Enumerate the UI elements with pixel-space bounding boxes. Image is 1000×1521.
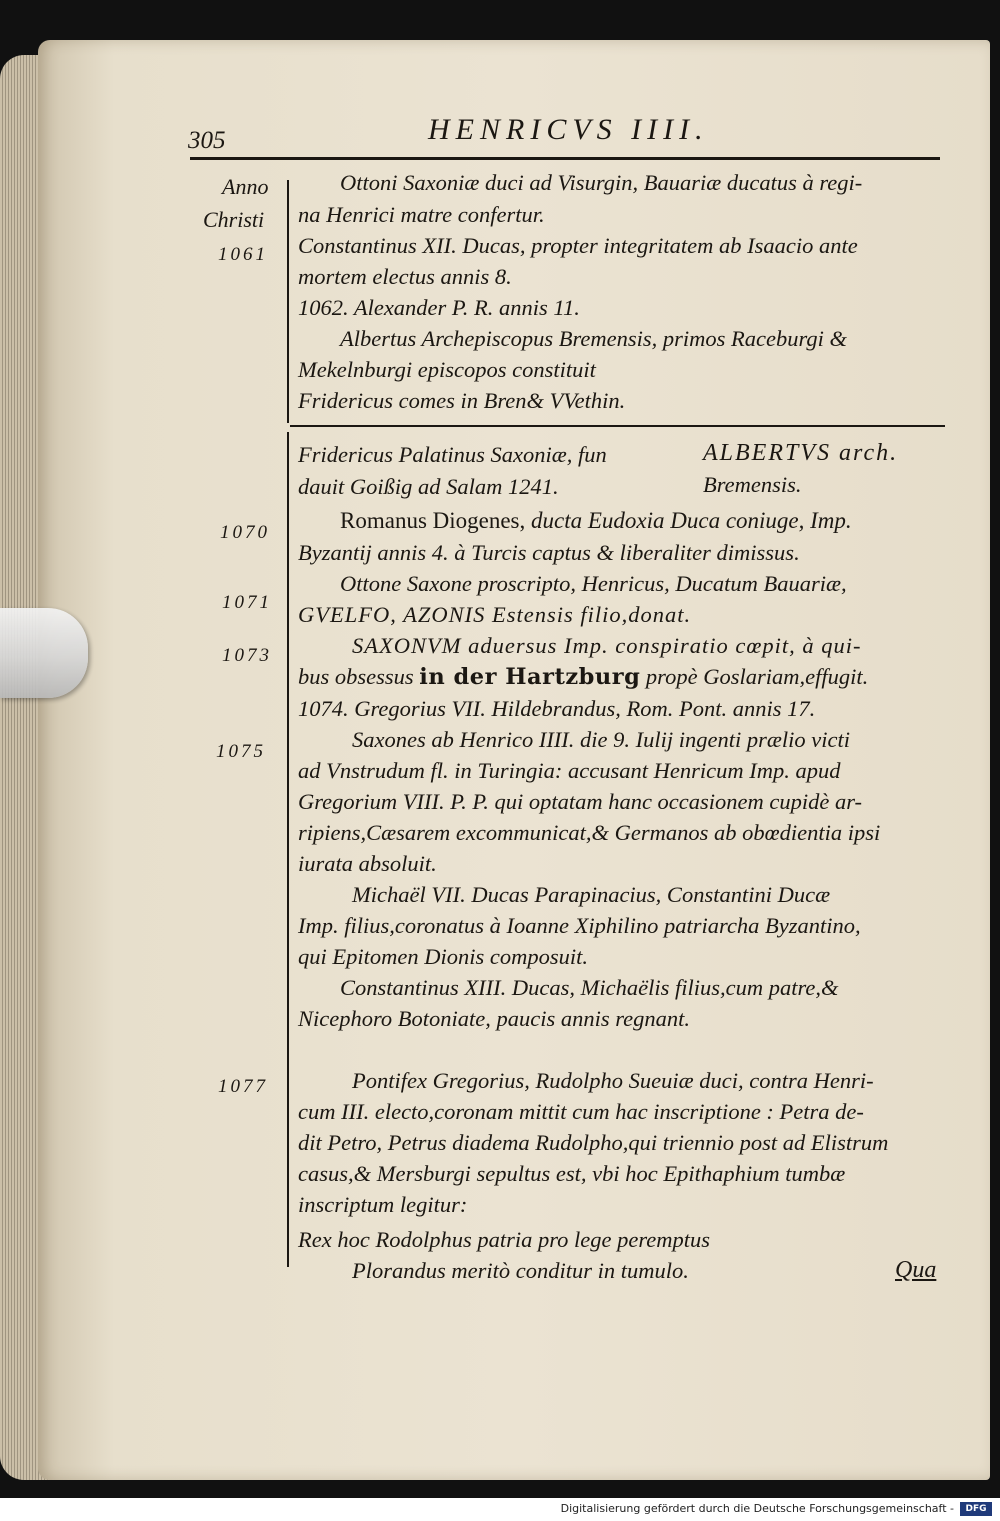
text-line: Albertus Archepiscopus Bremensis, primos Raceburgi & [340, 326, 848, 351]
dfg-logo-icon: DFG [960, 1502, 992, 1516]
text-line: mortem electus annis 8. [298, 264, 512, 289]
margin-anno: Anno [222, 174, 269, 199]
roman-name: Romanus Diogenes, [340, 508, 526, 533]
year-marker: 1077 [218, 1076, 268, 1097]
year-marker: 1070 [220, 522, 270, 543]
text-span: ducta Eudoxia Duca coniuge, Imp. [525, 508, 852, 533]
text-line: cum III. electo,coronam mittit cum hac inscriptione : Petra de- [298, 1099, 864, 1124]
text-line: iurata absoluit. [298, 851, 437, 876]
text-line: Ottone Saxone proscripto, Henricus, Ducatum Bauariæ, [340, 571, 847, 596]
footer-credit: Digitalisierung gefördert durch die Deutsche Forschungsgemeinschaft - [560, 1502, 954, 1515]
year-marker: 1075 [216, 741, 266, 762]
verse-line: Plorandus meritò conditur in tumulo. [352, 1258, 689, 1283]
text-line: Fridericus Palatinus Saxoniæ, fun [298, 442, 607, 467]
margin-christi: Christi [203, 207, 265, 232]
running-title: HENRICVS IIII. [428, 113, 709, 146]
text-line: GVELFO, AZONIS Estensis filio,donat. [298, 602, 692, 627]
text-line: na Henrici matre confertur. [298, 202, 545, 227]
year-marker: 1071 [222, 592, 272, 613]
text-line: Byzantij annis 4. à Turcis captus & liberaliter dimissus. [298, 540, 800, 565]
text-line: casus,& Mersburgi sepultus est, vbi hoc Epithaphium tumbæ [298, 1161, 846, 1186]
text-line: Pontifex Gregorius, Rudolpho Sueuiæ duci, contra Henri- [352, 1068, 874, 1093]
section-rule [290, 425, 945, 427]
column-divider [287, 180, 289, 423]
text-line: Fridericus comes in Bren& VVethin. [298, 388, 626, 413]
text-line: 1074. Gregorius VII. Hildebrandus, Rom. Pont. annis 17. [298, 696, 816, 721]
text-line: Nicephoro Botoniate, paucis annis regnant. [298, 1006, 691, 1031]
text-line: Saxones ab Henrico IIII. die 9. Iulij ingenti prælio victi [352, 727, 851, 752]
year-marker: 1061 [218, 244, 268, 265]
text-line [340, 508, 852, 534]
text-span: bus obsessus [298, 664, 420, 689]
footer-bar [0, 1498, 1000, 1521]
text-line: Constantinus XII. Ducas, propter integritatem ab Isaacio ante [298, 233, 858, 258]
text-line: ad Vnstrudum fl. in Turingia: accusant Henricum Imp. apud [298, 758, 841, 783]
column-divider [287, 432, 289, 1267]
catchword: Qua [895, 1257, 937, 1283]
text-line: Michaël VII. Ducas Parapinacius, Constantini Ducæ [352, 882, 831, 907]
text-line [298, 664, 868, 690]
header-rule [190, 157, 940, 160]
text-line: Ottoni Saxoniæ duci ad Visurgin, Bauariæ ducatus à regi- [340, 170, 863, 195]
text-line: Gregorium VIII. P. P. qui optatam hanc occasionem cupidè ar- [298, 789, 863, 814]
text-line: ALBERTVS arch. [703, 440, 899, 466]
text-span: propè Goslariam,effugit. [640, 664, 869, 689]
text-line: inscriptum legitur: [298, 1192, 468, 1217]
page-clip [0, 608, 88, 698]
text-line: dit Petro, Petrus diadema Rudolpho,qui triennio post ad Elistrum [298, 1130, 889, 1155]
text-line: ripiens,Cæsarem excommunicat,& Germanos ab obœdientia ipsi [298, 820, 881, 845]
text-line: 1062. Alexander P. R. annis 11. [298, 295, 580, 320]
year-marker: 1073 [222, 645, 272, 666]
text-line: qui Epitomen Dionis composuit. [298, 944, 588, 969]
text-line: dauit Goißig ad Salam 1241. [298, 474, 559, 499]
text-line: Bremensis. [703, 472, 802, 497]
text-line: SAXONVM aduersus Imp. conspiratio cœpit, à qui- [352, 633, 862, 658]
verse-line: Rex hoc Rodolphus patria pro lege peremptus [298, 1227, 711, 1252]
blackletter-text: in der Hartzburg [419, 664, 641, 690]
page-number: 305 [188, 127, 226, 154]
text-line: Imp. filius,coronatus à Ioanne Xiphilino patriarcha Byzantino, [298, 913, 861, 938]
text-line: Constantinus XIII. Ducas, Michaëlis filius,cum patre,& [340, 975, 839, 1000]
text-line: Mekelnburgi episcopos constituit [298, 357, 596, 382]
